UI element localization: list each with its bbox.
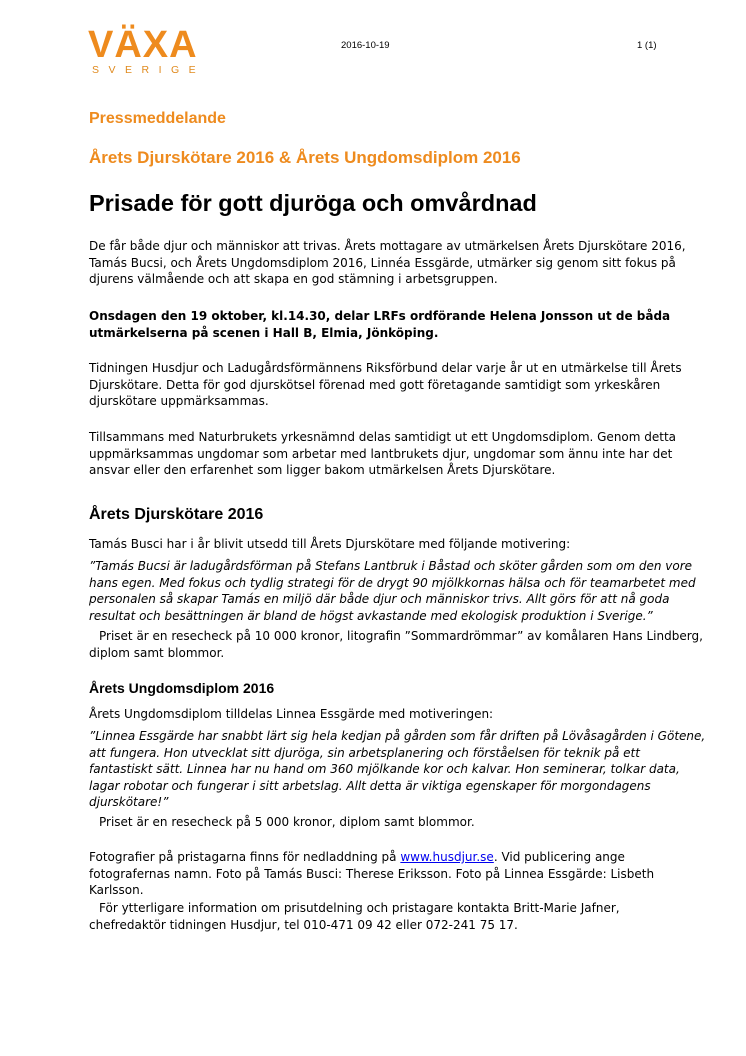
text-line: uppmärksammas ungdomar som arbetar med lantbrukets djur, ungdomar som ännu inte har det — [89, 446, 673, 461]
section-lead — [89, 706, 669, 723]
text-line: De får både djur och människor att trivas. Årets mottagare av utmärkelsen Årets Djurskötare 2016, — [89, 239, 686, 253]
text-line: Karlsson. — [89, 883, 144, 897]
text-line: Tillsammans med Naturbrukets yrkesnämnd delas samtidigt ut ett Ungdomsdiplom. Genom detta — [89, 430, 677, 444]
text-line: Onsdagen den 19 oktober, kl.14.30, delar LRFs ordförande Helena Jonsson ut de båda — [89, 309, 671, 323]
motivation-quote — [89, 558, 696, 624]
text-line: Tidningen Husdjur och Ladugårdsförmännens Riksförbund delar varje år ut en utmärkelse till Årets — [89, 361, 682, 375]
text-line: För ytterligare information om prisutdelning och pristagare kontakta Britt-Marie Jafner, — [99, 901, 620, 915]
text-line — [89, 849, 669, 866]
intro-paragraph — [89, 238, 686, 288]
text-line: chefredaktör tidningen Husdjur, tel 010-471 09 42 eller 072-241 75 17. — [89, 917, 518, 932]
text-line: fantastiskt sätt. Linnea har nu hand om 360 mjölkande kor och kalvar. Hon seminerar, tolkar data, — [89, 762, 680, 776]
photo-paragraph — [89, 849, 669, 899]
text-line: Tamás Busci har i år blivit utsedd till Årets Djurskötare med följande motivering: — [89, 537, 571, 551]
document-date: 2016-10-19 — [341, 40, 390, 51]
text-line: att fungera. Hon utvecklat sitt djuröga, sin arbetsplanering och förståelsen för teknik på ett — [89, 745, 640, 760]
prize-paragraph — [89, 628, 703, 661]
section-lead — [89, 536, 669, 553]
text-line: Djurskötare. Detta för god djurskötsel förenad med gott företagande samtidigt som yrkeskåren — [89, 377, 661, 392]
text-line: ansvar eller den erfarenhet som ligger bakom utmärkelsen Årets Djurskötare. — [89, 463, 556, 477]
husdjur-link[interactable]: www.husdjur.se — [400, 850, 494, 864]
text-line: ”Linnea Essgärde har snabbt lärt sig hela kedjan på gården som får driften på Lövåsagården i Götene, — [89, 729, 706, 743]
text-line: hans egen. Med fokus och tydlig strategi för de drygt 90 mjölkkornas hälsa och för teamarbetet med — [89, 575, 696, 590]
background-paragraph-1 — [89, 360, 682, 410]
text-line: djurskötare uppmärksammas. — [89, 394, 269, 408]
contact-paragraph — [89, 900, 669, 933]
vaxa-logo — [88, 26, 210, 78]
text-line: Årets Ungdomsdiplom tilldelas Linnea Essgärde med motiveringen: — [89, 707, 494, 721]
page-number: 1 (1) — [637, 40, 657, 51]
text-line: Priset är en resecheck på 5 000 kronor, diplom samt blommor. — [99, 815, 475, 829]
section-heading-ungdomsdiplom: Årets Ungdomsdiplom 2016 — [89, 680, 275, 696]
text-line: djurens välmående och att skapa en god stämning i arbetsgruppen. — [89, 272, 498, 286]
event-paragraph — [89, 308, 669, 341]
press-release-label: Pressmeddelande — [89, 110, 226, 127]
text-line: resultat och besättningen är bland de högst avkastande med ekologisk produktion i Sverige.” — [89, 608, 653, 623]
motivation-quote — [89, 728, 706, 811]
section-heading-djurskotare: Årets Djurskötare 2016 — [89, 506, 264, 523]
text-line: djurskötare!” — [89, 795, 169, 809]
text-line: personalen så skapar Tamás en miljö där både djur och människor trivs. Allt görs för att nå goda — [89, 592, 670, 606]
text-fragment: Fotografier på pristagarna finns för nedladdning på — [89, 850, 401, 864]
text-line: Tamás Bucsi, och Årets Ungdomsdiplom 2016, Linnéa Essgärde, utmärker sig genom sitt fokus på — [89, 255, 676, 270]
page-title: Prisade för gott djuröga och omvårdnad — [89, 190, 537, 216]
logo-subtitle: SVERIGE — [92, 64, 206, 76]
text-line: ”Tamás Bucsi är ladugårdsförman på Stefans Lantbruk i Båstad och sköter gården som om den vore — [89, 559, 693, 573]
logo-wordmark: VÄXA — [88, 24, 198, 66]
prize-paragraph — [89, 814, 669, 831]
background-paragraph-2 — [89, 429, 677, 479]
text-fragment: . Vid publicering ange — [493, 850, 625, 864]
text-line: utmärkelserna på scenen i Hall B, Elmia, Jönköping. — [89, 325, 439, 340]
text-line: Priset är en resecheck på 10 000 kronor, litografin ”Sommardrömmar” av komålaren Hans Lindberg, — [99, 629, 703, 643]
document-subtitle: Årets Djurskötare 2016 & Årets Ungdomsdiplom 2016 — [89, 148, 521, 167]
text-line: lagar robotar och fungerar i sitt arbetslag. Allt detta är viktiga egenskaper för morgondagens — [89, 778, 651, 793]
text-line: fotografernas namn. Foto på Tamás Busci: Therese Eriksson. Foto på Linnea Essgärde: Lisbeth — [89, 866, 655, 881]
text-line: diplom samt blommor. — [89, 645, 225, 660]
